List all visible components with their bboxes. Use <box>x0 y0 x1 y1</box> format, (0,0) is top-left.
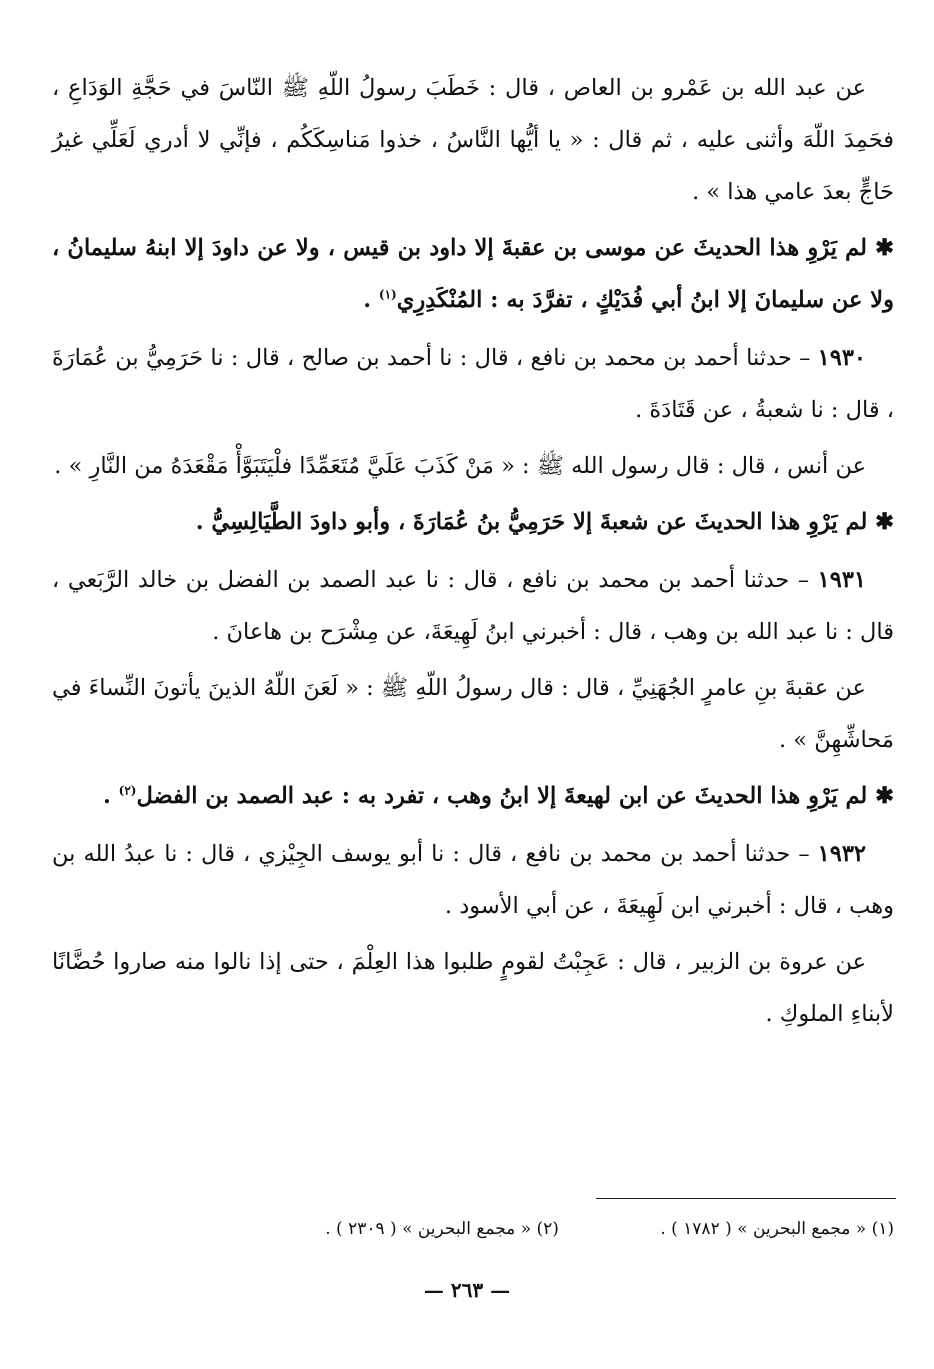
star-icon: ✱ <box>875 509 894 535</box>
footnote-ref-1[interactable]: (١) <box>378 287 397 302</box>
hadith-number-1932: ١٩٣٢ <box>817 841 866 867</box>
page-body <box>52 62 894 1044</box>
commentary-note-1: ✱ لم يَرْوِ هذا الحديثَ عن موسى بن عقبةَ إلا داود بن قيس ، ولا عن داودَ إلا ابنهُ سليمانُ ، ولا عن سليمانَ إلا ابنُ أبي فُدَيْكٍ ، تفرَّدَ به : المُنْكَدِرِي$^{(١)}$ . <box>52 235 894 313</box>
commentary-note-2: ✱ لم يَرْوِ هذا الحديثَ عن شعبةَ إلا حَرَمِيُّ بنُ عُمَارَةَ ، وأبو داودَ الطَّيَالِسِيُّ . <box>195 509 894 535</box>
hadith-number-1931: ١٩٣١ <box>817 567 866 593</box>
hadith-1930-text: عن أنس ، قال : قال رسول الله ﷺ : « مَنْ كَذَبَ عَلَيَّ مُتَعَمِّدًا فلْيَتَبَوَّأْ مَقْعَدَهُ من النَّارِ » . <box>54 453 866 479</box>
footnote-divider <box>596 1198 896 1199</box>
hadith-number-1930: ١٩٣٠ <box>817 345 866 371</box>
footnote-1: (١) « مجمع البحرين » ( ١٧٨٢ ) . <box>660 1219 894 1239</box>
star-icon: ✱ <box>875 235 894 261</box>
footnote-ref-2[interactable]: (٢) <box>118 783 137 798</box>
footnotes <box>52 1212 894 1246</box>
hadith-1932-text: عن عروة بن الزبير ، قال : عَجِبْتُ لقومٍ طلبوا هذا العِلْمَ ، حتى إذا نالوا منه صاروا حُضَّانًا لأبناءِ الملوكِ . <box>52 949 894 1027</box>
hadith-1932-isnad: ١٩٣٢ – حدثنا أحمد بن محمد بن نافع ، قال : نا أبو يوسف الجِيْزي ، قال : نا عبدُ الله بن وهب ، قال : أخبرني ابن لَهِيعَةَ ، عن أبي الأسود . <box>52 841 894 919</box>
commentary-note-3: ✱ لم يَرْوِ هذا الحديثَ عن ابن لهيعةَ إلا ابنُ وهب ، تفرد به : عبد الصمد بن الفضل$^{(٢)}$ . <box>102 783 894 809</box>
hadith-1931-isnad: ١٩٣١ – حدثنا أحمد بن محمد بن نافع ، قال : نا عبد الصمد بن الفضل بن خالد الرَّبَعي ، قال : نا عبد الله بن وهب ، قال : أخبرني ابنُ لَهِيعَةَ، عن مِشْرَح بن هاعانَ . <box>52 567 894 645</box>
hadith-text-1929: عن عبد الله بن عَمْرو بن العاص ، قال : خَطَبَ رسولُ اللّهِ ﷺ النّاسَ في حَجَّةِ الوَدَاعِ ، فحَمِدَ اللّهَ وأثنى عليه ، ثم قال : « يا أيُّها النَّاسُ ، خذوا مَناسِكَكُم ، فإنِّي لا أدري لَعَلِّي غيرُ حَاجٍّ بعدَ عامي هذا » . <box>52 75 894 205</box>
hadith-1931-text: عن عقبةَ بنِ عامرٍ الجُهَنِيِّ ، قال : قال رسولُ اللّهِ ﷺ : « لَعَنَ اللّهُ الذينَ يأتونَ النِّساءَ في مَحاشِّهِنَّ » . <box>52 675 894 753</box>
page-number: — ٢٦٣ — <box>423 1278 511 1302</box>
hadith-1930-isnad: ١٩٣٠ – حدثنا أحمد بن محمد بن نافع ، قال : نا أحمد بن صالح ، قال : نا حَرَمِيُّ بن عُمَارَةَ ، قال : نا شعبةُ ، عن قَتَادَةَ . <box>52 345 894 423</box>
footnote-2: (٢) « مجمع البحرين » ( ٢٣٠٩ ) . <box>325 1219 559 1239</box>
star-icon: ✱ <box>875 783 894 809</box>
